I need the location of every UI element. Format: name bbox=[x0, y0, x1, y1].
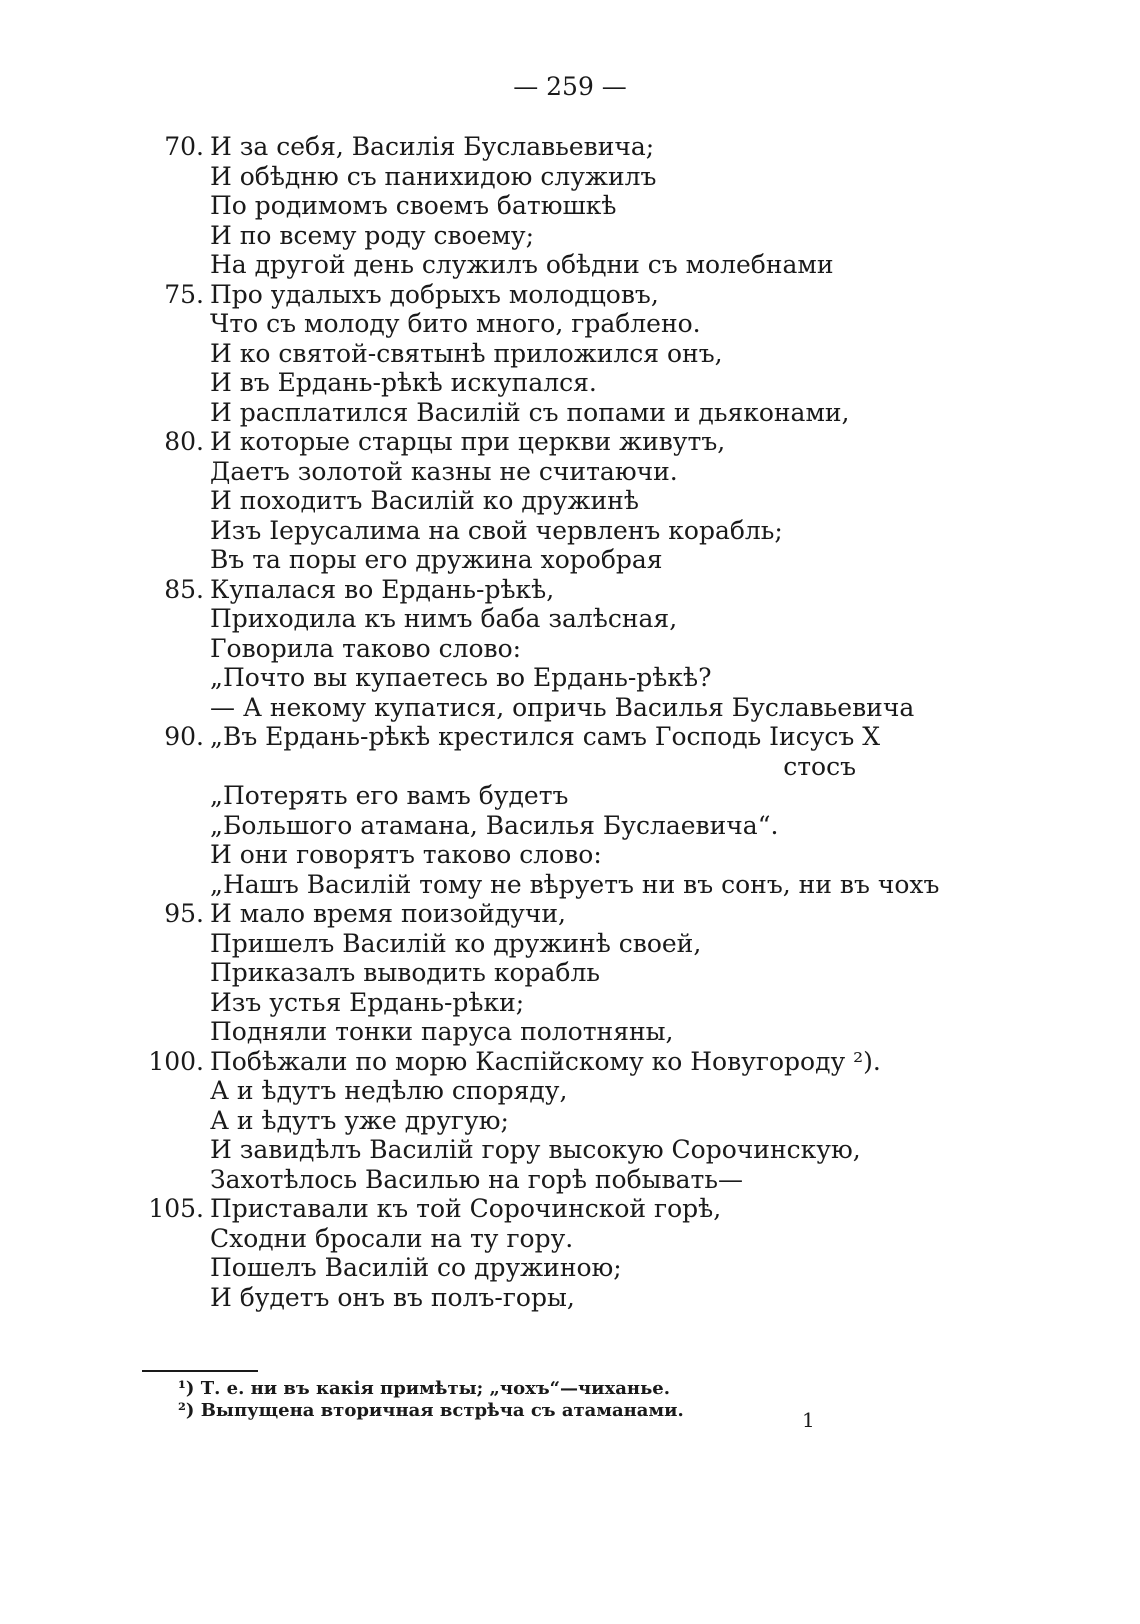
verse-text: Въ та поры его дружина хоробрая bbox=[210, 545, 663, 574]
footnote-text: Выпущена вторичная встрѣча съ атаманами. bbox=[200, 1400, 684, 1421]
verse-text: Даетъ золотой казны не считаючи. bbox=[210, 456, 678, 486]
verse-line bbox=[0, 516, 1140, 546]
footnote-mark: ²) bbox=[178, 1400, 195, 1421]
verse-text: И они говорятъ таково слово: bbox=[210, 840, 602, 869]
verse-line bbox=[0, 634, 1140, 664]
verse-text: „Большого атамана, Василья Буслаевича“. bbox=[210, 810, 779, 840]
footnote-rule bbox=[142, 1370, 258, 1372]
verse-text: „Нашъ Василій тому не вѣруетъ ни въ сонъ, ни въ чохъ bbox=[210, 869, 940, 899]
verse-line bbox=[0, 693, 1140, 723]
verse-number: 85. bbox=[164, 574, 204, 604]
verse-line bbox=[0, 221, 1140, 251]
verse-text: Изъ устья Ердань-рѣки; bbox=[210, 987, 525, 1017]
verse-line bbox=[0, 1106, 1140, 1136]
verse-text: И обѣдню съ панихидою служилъ bbox=[210, 161, 657, 191]
verse-text: И по всему роду своему; bbox=[210, 220, 534, 250]
footnote bbox=[178, 1378, 684, 1400]
verse-text: И за себя, Василія Буславьевича; bbox=[210, 132, 655, 161]
verse-line bbox=[0, 339, 1140, 369]
verse-text: „Потерять его вамъ будетъ bbox=[210, 781, 569, 810]
verse-text: Купалася во Ердань-рѣкѣ, bbox=[210, 574, 555, 604]
verse-text: И походитъ Василій ко дружинѣ bbox=[210, 486, 639, 515]
verse-line bbox=[0, 457, 1140, 487]
verse-line bbox=[0, 427, 1140, 457]
verse-line bbox=[0, 840, 1140, 870]
verse-text: Пришелъ Василій ко дружинѣ своей, bbox=[210, 928, 702, 958]
verse-line bbox=[0, 250, 1140, 280]
verse-line bbox=[0, 988, 1140, 1018]
verse-line bbox=[0, 575, 1140, 605]
verse-number: 70. bbox=[164, 132, 204, 161]
verse-line bbox=[0, 899, 1140, 929]
verse-text: И мало время поизойдучи, bbox=[210, 899, 566, 928]
verse-text: „Почто вы купаетесь во Ердань-рѣкѣ? bbox=[210, 663, 712, 692]
verse-text: Пошелъ Василій со дружиною; bbox=[210, 1253, 622, 1282]
verse-text: И которые старцы при церкви живутъ, bbox=[210, 427, 726, 456]
verse-line bbox=[0, 663, 1140, 693]
footnote-text: Т. е. ни въ какія примѣты; „чохъ“—чиханье. bbox=[200, 1378, 671, 1399]
verse-text: И ко святой-святынѣ приложился онъ, bbox=[210, 338, 723, 368]
verse-text: И расплатился Василій съ попами и дьяконами, bbox=[210, 397, 850, 427]
verse-text: На другой день служилъ обѣдни съ молебнами bbox=[210, 250, 834, 279]
verse-text: А и ѣдутъ уже другую; bbox=[210, 1105, 509, 1135]
verse-text: И завидѣлъ Василій гору высокую Сорочинскую, bbox=[210, 1135, 861, 1164]
verse-line bbox=[0, 309, 1140, 339]
verse-number: 95. bbox=[164, 899, 204, 928]
verse-text: Про удалыхъ добрыхъ молодцовъ, bbox=[210, 279, 659, 309]
verse-block bbox=[0, 132, 1140, 1312]
verse-line bbox=[0, 1194, 1140, 1224]
verse-line bbox=[0, 545, 1140, 575]
footnote bbox=[178, 1400, 684, 1422]
verse-line bbox=[0, 958, 1140, 988]
verse-line bbox=[0, 398, 1140, 428]
verse-text: Что съ молоду бито много, граблено. bbox=[210, 309, 701, 338]
verse-line bbox=[0, 1224, 1140, 1254]
verse-text: И будетъ онъ въ полъ-горы, bbox=[210, 1282, 575, 1312]
verse-text: Подняли тонки паруса полотняны, bbox=[210, 1017, 674, 1046]
verse-text: Захотѣлось Василью на горѣ побывать— bbox=[210, 1164, 743, 1194]
verse-text: „Въ Ердань-рѣкѣ крестился самъ Господь Іисусъ Х bbox=[210, 722, 881, 751]
verse-line bbox=[0, 280, 1140, 310]
verse-line bbox=[0, 781, 1140, 811]
verse-text: А и ѣдутъ недѣлю споряду, bbox=[210, 1076, 568, 1105]
verse-number: 80. bbox=[164, 427, 204, 456]
verse-line bbox=[0, 604, 1140, 634]
verse-line bbox=[0, 1253, 1140, 1283]
verse-text: Изъ Іерусалима на свой червленъ корабль; bbox=[210, 515, 783, 545]
verse-text: Приходила къ нимъ баба залѣсная, bbox=[210, 604, 678, 633]
verse-line bbox=[0, 1076, 1140, 1106]
verse-text: — А некому купатися, опричь Василья Буславьевича bbox=[210, 692, 915, 722]
verse-text: Побѣжали по морю Каспійскому ко Новугороду ²). bbox=[210, 1046, 881, 1076]
verse-line bbox=[0, 191, 1140, 221]
verse-line bbox=[0, 486, 1140, 516]
verse-line bbox=[0, 1165, 1140, 1195]
verse-number: 90. bbox=[164, 722, 204, 751]
verse-text: Сходни бросали на ту гору. bbox=[210, 1223, 574, 1253]
verse-text: Приставали къ той Сорочинской горѣ, bbox=[210, 1194, 722, 1223]
verse-line bbox=[0, 1135, 1140, 1165]
verse-text: Говорила таково слово: bbox=[210, 633, 522, 663]
verse-line bbox=[0, 722, 1140, 752]
verse-line bbox=[0, 1283, 1140, 1313]
verse-text: По родимомъ своемъ батюшкѣ bbox=[210, 191, 617, 220]
verse-line bbox=[0, 368, 1140, 398]
verse-line bbox=[0, 870, 1140, 900]
verse-number: 100. bbox=[148, 1046, 204, 1076]
verse-line bbox=[0, 929, 1140, 959]
verse-line bbox=[0, 1047, 1140, 1077]
verse-line bbox=[0, 132, 1140, 162]
verse-line bbox=[0, 811, 1140, 841]
verse-continuation: стосъ bbox=[783, 751, 856, 781]
verse-line bbox=[0, 162, 1140, 192]
verse-line bbox=[0, 752, 1140, 782]
footnotes bbox=[178, 1378, 684, 1422]
signature-mark: 1 bbox=[802, 1408, 815, 1432]
footnote-mark: ¹) bbox=[178, 1378, 195, 1399]
verse-text: И въ Ердань-рѣкѣ искупался. bbox=[210, 368, 597, 397]
verse-line bbox=[0, 1017, 1140, 1047]
page-number: — 259 — bbox=[513, 72, 627, 101]
verse-number: 75. bbox=[164, 279, 204, 309]
verse-number: 105. bbox=[148, 1194, 204, 1223]
verse-text: Приказалъ выводить корабль bbox=[210, 958, 600, 987]
